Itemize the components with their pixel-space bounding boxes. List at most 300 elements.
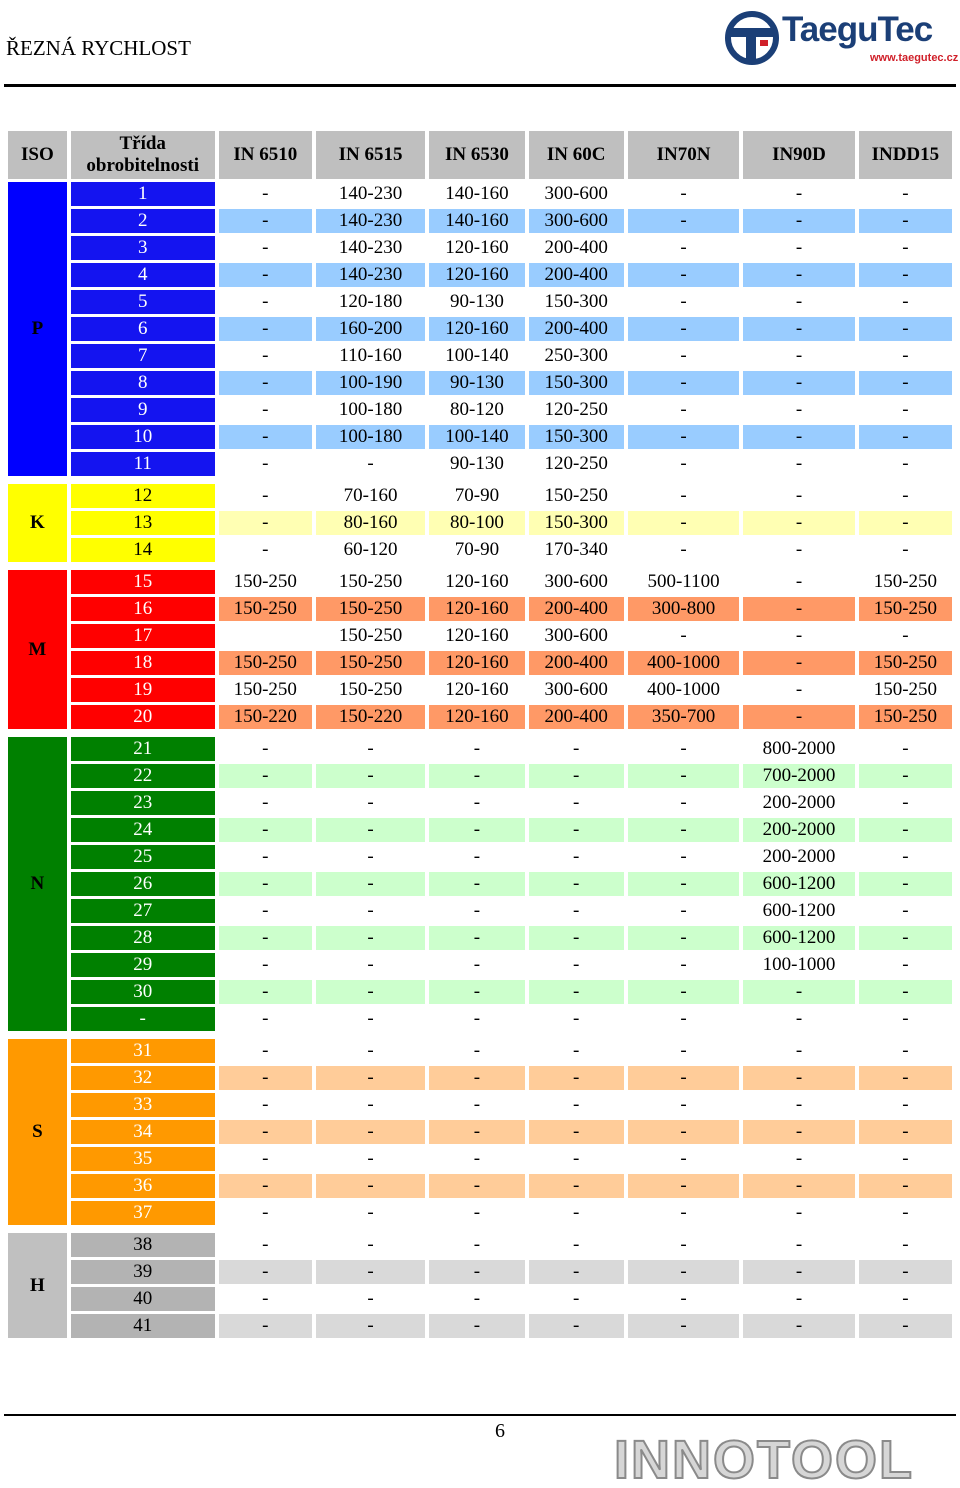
speed-cell: - bbox=[429, 818, 524, 842]
machinability-class: 38 bbox=[71, 1233, 215, 1257]
speed-cell: - bbox=[316, 980, 425, 1004]
speed-cell: - bbox=[859, 980, 952, 1004]
speed-cell: - bbox=[628, 1066, 739, 1090]
table-row bbox=[8, 791, 952, 815]
speed-cell: - bbox=[743, 980, 854, 1004]
table-row bbox=[8, 425, 952, 449]
speed-cell: - bbox=[743, 182, 854, 206]
speed-cell: - bbox=[743, 1147, 854, 1171]
speed-cell: - bbox=[628, 872, 739, 896]
speed-cell: - bbox=[219, 538, 312, 562]
speed-cell: - bbox=[859, 1174, 952, 1198]
speed-cell: - bbox=[859, 371, 952, 395]
speed-cell: 150-250 bbox=[859, 651, 952, 675]
table-row bbox=[8, 737, 952, 761]
table-row bbox=[8, 452, 952, 476]
speed-cell: 80-120 bbox=[429, 398, 524, 422]
speed-cell: 150-250 bbox=[219, 651, 312, 675]
speed-cell: - bbox=[859, 1287, 952, 1311]
speed-cell: 200-400 bbox=[529, 263, 624, 287]
speed-cell: - bbox=[743, 1287, 854, 1311]
speed-cell: 700-2000 bbox=[743, 764, 854, 788]
machinability-class: 12 bbox=[71, 484, 215, 508]
speed-cell: 140-160 bbox=[429, 209, 524, 233]
speed-cell: 80-160 bbox=[316, 511, 425, 535]
speed-cell: - bbox=[219, 1120, 312, 1144]
machinability-class: 30 bbox=[71, 980, 215, 1004]
speed-cell: - bbox=[859, 1260, 952, 1284]
speed-cell: - bbox=[219, 1314, 312, 1338]
speed-cell: - bbox=[219, 263, 312, 287]
speed-cell: - bbox=[859, 1233, 952, 1257]
speed-cell: - bbox=[429, 737, 524, 761]
speed-cell: - bbox=[628, 1201, 739, 1225]
speed-cell: - bbox=[219, 236, 312, 260]
speed-cell: - bbox=[628, 926, 739, 950]
speed-cell: - bbox=[219, 1260, 312, 1284]
speed-cell: - bbox=[743, 705, 854, 729]
speed-cell: - bbox=[743, 317, 854, 341]
speed-cell: - bbox=[316, 764, 425, 788]
iso-group-s: S bbox=[8, 1039, 67, 1225]
speed-cell: 250-300 bbox=[529, 344, 624, 368]
speed-cell: - bbox=[529, 899, 624, 923]
speed-cell: 120-160 bbox=[429, 651, 524, 675]
speed-cell: - bbox=[628, 344, 739, 368]
speed-cell: - bbox=[628, 791, 739, 815]
machinability-class: 32 bbox=[71, 1066, 215, 1090]
group-separator bbox=[8, 479, 952, 481]
speed-cell: - bbox=[219, 899, 312, 923]
speed-cell: 800-2000 bbox=[743, 737, 854, 761]
speed-cell: - bbox=[859, 1120, 952, 1144]
iso-group-k: K bbox=[8, 484, 67, 562]
taegutec-logo-url: www.taegutec.cz bbox=[870, 52, 959, 64]
speed-cell: - bbox=[219, 737, 312, 761]
speed-cell: - bbox=[743, 570, 854, 594]
speed-cell: - bbox=[529, 764, 624, 788]
speed-cell: - bbox=[316, 1007, 425, 1031]
speed-cell: - bbox=[859, 538, 952, 562]
speed-cell: - bbox=[316, 926, 425, 950]
speed-cell: 100-180 bbox=[316, 425, 425, 449]
speed-cell: 300-600 bbox=[529, 678, 624, 702]
speed-cell: - bbox=[743, 371, 854, 395]
speed-cell: - bbox=[743, 344, 854, 368]
speed-cell: - bbox=[316, 737, 425, 761]
taegutec-logo-text: TaeguTec bbox=[782, 10, 933, 49]
speed-cell: - bbox=[628, 452, 739, 476]
speed-cell: 600-1200 bbox=[743, 926, 854, 950]
speed-cell: 150-300 bbox=[529, 511, 624, 535]
taegutec-logo bbox=[724, 8, 959, 68]
speed-cell: - bbox=[859, 926, 952, 950]
speed-cell: - bbox=[219, 1066, 312, 1090]
speed-cell: - bbox=[859, 791, 952, 815]
speed-cell: - bbox=[316, 1093, 425, 1117]
machinability-class: 4 bbox=[71, 263, 215, 287]
machinability-class: 1 bbox=[71, 182, 215, 206]
speed-cell: - bbox=[219, 1147, 312, 1171]
speed-cell: 100-140 bbox=[429, 425, 524, 449]
table-row bbox=[8, 1066, 952, 1090]
column-header: ISO bbox=[8, 131, 67, 179]
speed-cell: - bbox=[743, 1039, 854, 1063]
machinability-class: 28 bbox=[71, 926, 215, 950]
speed-cell: 120-160 bbox=[429, 317, 524, 341]
table-row bbox=[8, 1039, 952, 1063]
speed-cell: 160-200 bbox=[316, 317, 425, 341]
column-header: INDD15 bbox=[859, 131, 952, 179]
speed-cell: - bbox=[859, 1039, 952, 1063]
taegutec-logo-icon bbox=[724, 10, 780, 66]
table-row bbox=[8, 1120, 952, 1144]
speed-cell: 150-250 bbox=[859, 570, 952, 594]
speed-cell: - bbox=[859, 290, 952, 314]
table-row bbox=[8, 1314, 952, 1338]
speed-cell: - bbox=[219, 953, 312, 977]
speed-cell: - bbox=[743, 597, 854, 621]
machinability-class: 40 bbox=[71, 1287, 215, 1311]
speed-cell: - bbox=[529, 737, 624, 761]
speed-cell: - bbox=[628, 290, 739, 314]
page-number: 6 bbox=[495, 1420, 505, 1442]
speed-cell: 150-250 bbox=[859, 705, 952, 729]
speed-cell: - bbox=[628, 398, 739, 422]
speed-cell: - bbox=[529, 1007, 624, 1031]
speed-cell: - bbox=[219, 425, 312, 449]
table-row bbox=[8, 263, 952, 287]
speed-cell: 120-180 bbox=[316, 290, 425, 314]
speed-cell: 150-250 bbox=[219, 570, 312, 594]
speed-cell: 350-700 bbox=[628, 705, 739, 729]
machinability-class: 21 bbox=[71, 737, 215, 761]
speed-cell: - bbox=[316, 1174, 425, 1198]
speed-cell: - bbox=[219, 980, 312, 1004]
speed-cell: - bbox=[628, 1174, 739, 1198]
table-row bbox=[8, 1201, 952, 1225]
speed-cell: - bbox=[743, 484, 854, 508]
page-title: ŘEZNÁ RYCHLOST bbox=[6, 36, 191, 60]
table-row bbox=[8, 1287, 952, 1311]
speed-cell: - bbox=[859, 484, 952, 508]
speed-cell: - bbox=[316, 1314, 425, 1338]
machinability-class: 8 bbox=[71, 371, 215, 395]
speed-cell: - bbox=[743, 624, 854, 648]
speed-cell: - bbox=[529, 872, 624, 896]
speed-cell: 600-1200 bbox=[743, 899, 854, 923]
speed-cell: - bbox=[219, 398, 312, 422]
speed-cell: - bbox=[859, 344, 952, 368]
speed-cell: - bbox=[859, 764, 952, 788]
speed-cell: 150-300 bbox=[529, 425, 624, 449]
innotool-logo bbox=[612, 1432, 932, 1484]
speed-cell: - bbox=[429, 1147, 524, 1171]
group-separator-cell bbox=[8, 1034, 952, 1036]
column-header: IN70N bbox=[628, 131, 739, 179]
speed-cell: - bbox=[743, 1093, 854, 1117]
speed-cell: - bbox=[429, 791, 524, 815]
machinability-class: 27 bbox=[71, 899, 215, 923]
table-row bbox=[8, 538, 952, 562]
speed-cell: - bbox=[529, 1287, 624, 1311]
speed-cell: - bbox=[429, 980, 524, 1004]
speed-cell: - bbox=[219, 1287, 312, 1311]
speed-cell: - bbox=[429, 1039, 524, 1063]
machinability-class: 24 bbox=[71, 818, 215, 842]
speed-cell: - bbox=[316, 1233, 425, 1257]
machinability-class: 26 bbox=[71, 872, 215, 896]
speed-cell: - bbox=[743, 1260, 854, 1284]
speed-cell: - bbox=[743, 1120, 854, 1144]
speed-cell: 600-1200 bbox=[743, 872, 854, 896]
speed-cell: - bbox=[529, 1174, 624, 1198]
speed-cell: - bbox=[859, 425, 952, 449]
speed-cell: 150-250 bbox=[859, 597, 952, 621]
table-body bbox=[8, 182, 952, 1338]
speed-cell: - bbox=[316, 818, 425, 842]
speed-cell: - bbox=[219, 371, 312, 395]
speed-cell: - bbox=[219, 764, 312, 788]
speed-cell: - bbox=[628, 899, 739, 923]
speed-cell: - bbox=[529, 980, 624, 1004]
speed-cell: 200-2000 bbox=[743, 845, 854, 869]
speed-cell: 140-160 bbox=[429, 182, 524, 206]
column-header: IN 6515 bbox=[316, 131, 425, 179]
table-row bbox=[8, 570, 952, 594]
speed-cell: 150-220 bbox=[219, 705, 312, 729]
speed-cell: - bbox=[219, 791, 312, 815]
machinability-class: 10 bbox=[71, 425, 215, 449]
speed-cell: - bbox=[628, 737, 739, 761]
speed-cell: - bbox=[219, 926, 312, 950]
machinability-class: 37 bbox=[71, 1201, 215, 1225]
machinability-class: 22 bbox=[71, 764, 215, 788]
table-row bbox=[8, 511, 952, 535]
speed-cell: - bbox=[628, 511, 739, 535]
speed-cell: - bbox=[743, 1233, 854, 1257]
speed-cell: - bbox=[429, 1174, 524, 1198]
speed-cell: 300-600 bbox=[529, 624, 624, 648]
machinability-class: 9 bbox=[71, 398, 215, 422]
table-row bbox=[8, 1174, 952, 1198]
machinability-class: 15 bbox=[71, 570, 215, 594]
speed-cell: - bbox=[529, 1120, 624, 1144]
speed-cell: - bbox=[859, 899, 952, 923]
speed-cell: 300-600 bbox=[529, 182, 624, 206]
speed-cell: 500-1100 bbox=[628, 570, 739, 594]
table-row bbox=[8, 845, 952, 869]
iso-group-n: N bbox=[8, 737, 67, 1031]
table-row bbox=[8, 344, 952, 368]
speed-cell: - bbox=[628, 980, 739, 1004]
machinability-class: 14 bbox=[71, 538, 215, 562]
speed-cell: 90-130 bbox=[429, 452, 524, 476]
speed-cell: - bbox=[316, 1260, 425, 1284]
speed-cell: - bbox=[859, 1147, 952, 1171]
column-header: IN90D bbox=[743, 131, 854, 179]
speed-cell: 140-230 bbox=[316, 263, 425, 287]
speed-cell: - bbox=[219, 1201, 312, 1225]
innotool-logo-text: INNOTOOL bbox=[614, 1432, 915, 1484]
speed-cell: - bbox=[628, 317, 739, 341]
group-separator-cell bbox=[8, 479, 952, 481]
speed-cell: 120-160 bbox=[429, 263, 524, 287]
speed-cell: - bbox=[859, 624, 952, 648]
speed-cell: - bbox=[743, 538, 854, 562]
speed-cell: 150-220 bbox=[316, 705, 425, 729]
speed-cell: - bbox=[628, 425, 739, 449]
speed-cell: - bbox=[628, 484, 739, 508]
speed-cell: - bbox=[859, 1314, 952, 1338]
speed-cell: - bbox=[628, 1007, 739, 1031]
speed-cell: 150-250 bbox=[316, 678, 425, 702]
speed-cell: - bbox=[529, 1066, 624, 1090]
speed-cell: - bbox=[316, 1201, 425, 1225]
speed-cell: - bbox=[219, 1093, 312, 1117]
speed-cell: - bbox=[429, 1287, 524, 1311]
machinability-class: 17 bbox=[71, 624, 215, 648]
speed-cell: - bbox=[529, 791, 624, 815]
speed-cell: - bbox=[628, 371, 739, 395]
speed-cell: 300-800 bbox=[628, 597, 739, 621]
speed-cell: 80-100 bbox=[429, 511, 524, 535]
speed-cell: - bbox=[628, 845, 739, 869]
machinability-class: 23 bbox=[71, 791, 215, 815]
table-row bbox=[8, 371, 952, 395]
speed-cell: - bbox=[219, 845, 312, 869]
speed-cell: - bbox=[529, 1147, 624, 1171]
machinability-class: 6 bbox=[71, 317, 215, 341]
speed-cell: - bbox=[219, 1233, 312, 1257]
speed-cell: 150-250 bbox=[316, 597, 425, 621]
speed-cell: 200-400 bbox=[529, 705, 624, 729]
machinability-class: 5 bbox=[71, 290, 215, 314]
speed-cell: - bbox=[316, 872, 425, 896]
speed-cell: - bbox=[743, 1066, 854, 1090]
speed-cell bbox=[219, 624, 312, 648]
speed-cell: 120-250 bbox=[529, 452, 624, 476]
speed-cell: 300-600 bbox=[529, 570, 624, 594]
speed-cell: 200-400 bbox=[529, 597, 624, 621]
speed-cell: 150-300 bbox=[529, 290, 624, 314]
speed-cell: 120-160 bbox=[429, 678, 524, 702]
table-row bbox=[8, 818, 952, 842]
speed-cell: - bbox=[316, 899, 425, 923]
speed-cell: - bbox=[628, 1233, 739, 1257]
speed-cell: - bbox=[743, 452, 854, 476]
speed-cell: - bbox=[219, 452, 312, 476]
speed-cell: 100-180 bbox=[316, 398, 425, 422]
speed-cell: 120-160 bbox=[429, 624, 524, 648]
speed-cell: - bbox=[628, 263, 739, 287]
group-separator-cell bbox=[8, 565, 952, 567]
iso-group-p: P bbox=[8, 182, 67, 476]
speed-cell: 120-160 bbox=[429, 570, 524, 594]
speed-cell: - bbox=[743, 511, 854, 535]
speed-cell: - bbox=[316, 1287, 425, 1311]
speed-cell: - bbox=[859, 1007, 952, 1031]
footer-divider bbox=[4, 1414, 956, 1416]
table-row bbox=[8, 398, 952, 422]
machinability-class: 13 bbox=[71, 511, 215, 535]
speed-cell: - bbox=[743, 425, 854, 449]
table-row bbox=[8, 209, 952, 233]
iso-group-h: H bbox=[8, 1233, 67, 1338]
speed-cell: - bbox=[316, 452, 425, 476]
speed-cell: - bbox=[743, 263, 854, 287]
speed-cell: 170-340 bbox=[529, 538, 624, 562]
speed-cell: - bbox=[859, 872, 952, 896]
speed-cell: - bbox=[219, 344, 312, 368]
column-header: IN 60C bbox=[529, 131, 624, 179]
machinability-class: - bbox=[71, 1007, 215, 1031]
speed-cell: 100-1000 bbox=[743, 953, 854, 977]
speed-cell: - bbox=[529, 845, 624, 869]
speed-cell: - bbox=[859, 1093, 952, 1117]
speed-cell: - bbox=[219, 290, 312, 314]
table-header-row bbox=[8, 131, 952, 179]
speed-cell: 110-160 bbox=[316, 344, 425, 368]
machinability-class: 36 bbox=[71, 1174, 215, 1198]
speed-cell: 150-250 bbox=[219, 678, 312, 702]
speed-cell: 120-160 bbox=[429, 236, 524, 260]
machinability-class: 19 bbox=[71, 678, 215, 702]
column-header: IN 6530 bbox=[429, 131, 524, 179]
table-row bbox=[8, 317, 952, 341]
speed-cell: 120-160 bbox=[429, 705, 524, 729]
speed-cell: - bbox=[219, 182, 312, 206]
machinability-class: 20 bbox=[71, 705, 215, 729]
speed-cell: - bbox=[859, 737, 952, 761]
machinability-class: 29 bbox=[71, 953, 215, 977]
speed-cell: 200-400 bbox=[529, 317, 624, 341]
speed-cell: - bbox=[859, 263, 952, 287]
column-header: Třída obrobitelnosti bbox=[71, 131, 215, 179]
machinability-class: 7 bbox=[71, 344, 215, 368]
machinability-class: 3 bbox=[71, 236, 215, 260]
machinability-class: 39 bbox=[71, 1260, 215, 1284]
table-row bbox=[8, 290, 952, 314]
machinability-class: 35 bbox=[71, 1147, 215, 1171]
speed-cell: - bbox=[859, 1201, 952, 1225]
speed-cell: - bbox=[859, 209, 952, 233]
speed-cell: - bbox=[529, 953, 624, 977]
table-row bbox=[8, 236, 952, 260]
table-row bbox=[8, 899, 952, 923]
speed-cell: 140-230 bbox=[316, 209, 425, 233]
speed-cell: - bbox=[628, 1093, 739, 1117]
speed-cell: - bbox=[743, 1007, 854, 1031]
speed-cell: 300-600 bbox=[529, 209, 624, 233]
table-row bbox=[8, 1007, 952, 1031]
speed-cell: - bbox=[429, 1201, 524, 1225]
speed-cell: 60-120 bbox=[316, 538, 425, 562]
speed-cell: - bbox=[429, 1066, 524, 1090]
speed-cell: 150-250 bbox=[859, 678, 952, 702]
speed-cell: 70-160 bbox=[316, 484, 425, 508]
speed-cell: - bbox=[628, 538, 739, 562]
speed-cell: 90-130 bbox=[429, 371, 524, 395]
table-row bbox=[8, 953, 952, 977]
group-separator-cell bbox=[8, 1228, 952, 1230]
speed-cell: - bbox=[529, 1314, 624, 1338]
speed-cell: 140-230 bbox=[316, 182, 425, 206]
speed-cell: 90-130 bbox=[429, 290, 524, 314]
speed-cell: - bbox=[628, 624, 739, 648]
table-row bbox=[8, 182, 952, 206]
speed-cell: - bbox=[859, 818, 952, 842]
